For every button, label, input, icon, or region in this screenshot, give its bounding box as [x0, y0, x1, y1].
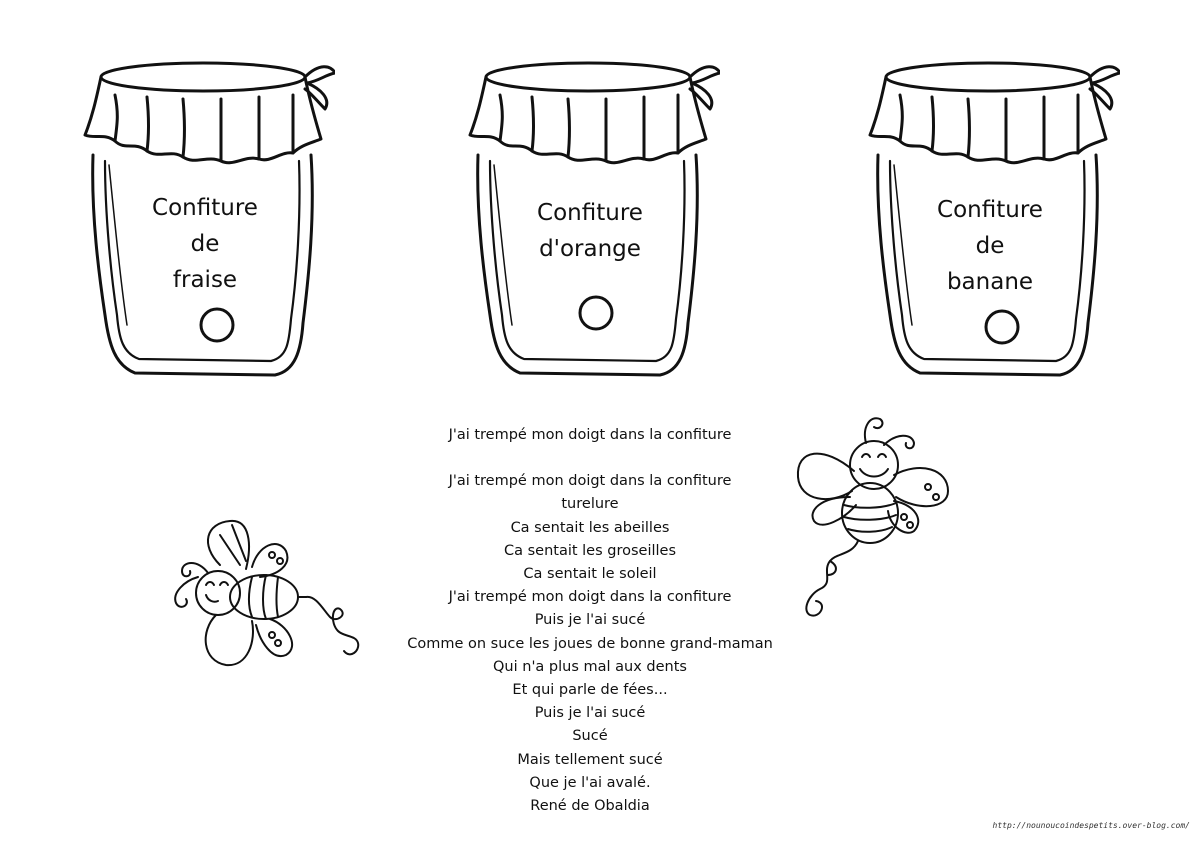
poem-line: Qui n'a plus mal aux dents	[493, 658, 687, 675]
jar-banana	[860, 55, 1120, 385]
poem-line: Puis je l'ai sucé	[534, 705, 646, 722]
jar-label-line: banane	[946, 269, 1034, 295]
jar-label-line: Confiture	[937, 197, 1043, 223]
poem-line: Puis je l'ai sucé	[534, 612, 646, 629]
poem-gap	[340, 447, 840, 470]
poem-line: J'ai trempé mon doigt dans la confiture	[448, 589, 732, 606]
poem-author: René de Obaldia	[530, 798, 650, 815]
poem-line: Ca sentait le soleil	[523, 566, 657, 583]
poem-line: J'ai trempé mon doigt dans la confiture	[448, 473, 732, 490]
jar-strawberry	[75, 55, 335, 385]
poem-line: turelure	[561, 496, 619, 513]
jar-label-line: fraise	[172, 267, 238, 293]
poem-line: Mais tellement sucé	[517, 751, 663, 768]
poem-line: Sucé	[572, 728, 608, 745]
jar-orange	[460, 55, 720, 385]
jar-label	[860, 192, 1120, 300]
jar-label	[460, 195, 720, 267]
poem-title: J'ai trempé mon doigt dans la confiture	[448, 427, 732, 443]
jar-label-line: de	[190, 231, 220, 257]
source-credit: http://nounoucoindespetits.over-blog.com/	[992, 821, 1190, 830]
poem-line: Que je l'ai avalé.	[529, 774, 651, 791]
jar-label	[75, 190, 335, 298]
jar-label-line: d'orange	[539, 236, 641, 262]
poem-line: Et qui parle de fées...	[512, 682, 668, 699]
poem	[340, 424, 840, 818]
jar-label-line: Confiture	[152, 195, 258, 221]
jar-label-line: Confiture	[537, 200, 643, 226]
jar-label-line: de	[975, 233, 1005, 259]
poem-line: Comme on suce les joues de bonne grand-maman	[407, 635, 773, 652]
poem-line: Ca sentait les abeilles	[510, 519, 670, 536]
poem-line: Ca sentait les groseilles	[503, 542, 677, 559]
